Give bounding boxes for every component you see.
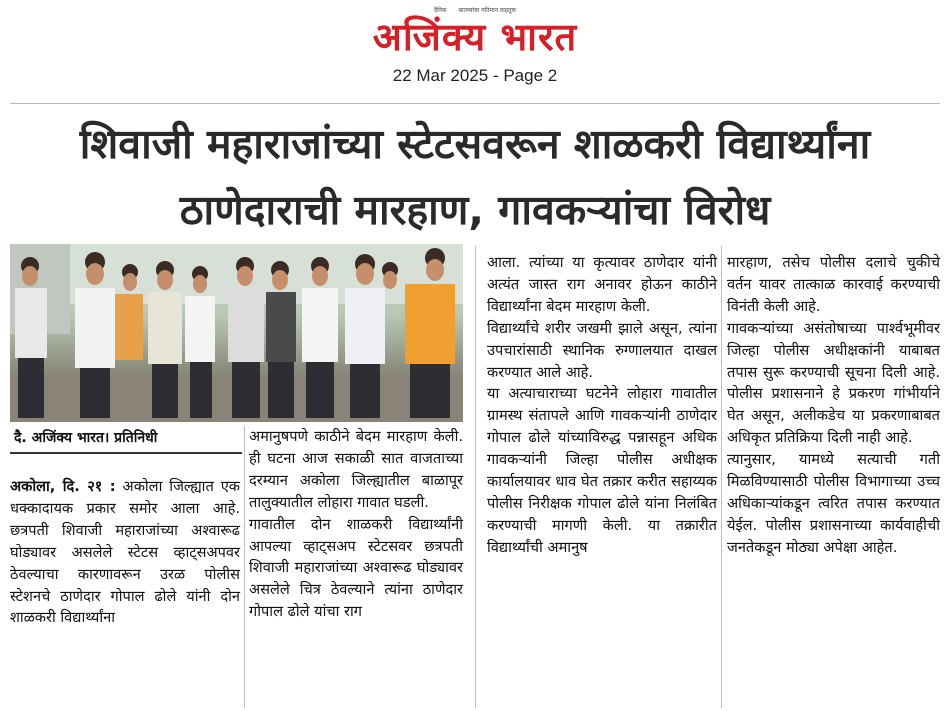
header-divider — [10, 103, 940, 104]
date-page-label: 22 Mar 2025 - Page 2 — [392, 66, 558, 85]
newspaper-logo: अजिंक्य भारत — [372, 15, 578, 59]
group-photo-icon — [10, 244, 463, 422]
article-paragraph: विद्यार्थ्यांचे शरीर जखमी झाले असून, त्यांना उपचारांसाठी स्थानिक रुग्णालयात दाखल करण्यात आले आहे. — [487, 319, 717, 381]
news-photo — [10, 244, 463, 422]
article-paragraph: अमानुषपणे काठीने बेदम मारहाण केली. ही घटना आज सकाळी सात वाजताच्या दरम्यान अकोला जिल्ह्यातील बाळापूर तालुक्यातील लोहारा गावात घडली. — [249, 428, 463, 511]
article-paragraph: गावातील दोन शाळकरी विद्यार्थ्यांनी आपल्या व्हाट्सअप स्टेटसवर छत्रपती शिवाजी महाराजांच्या अश्वारूढ घोड्यावर असलेले चित्र ठेवल्याने त्यांना ठाणेदार गोपाल ढोले यांचा राग — [249, 515, 463, 621]
masthead — [0, 0, 950, 96]
headline-line-2: ठाणेदाराची मारहाण, गावकऱ्यांचा विरोध — [179, 186, 771, 234]
masthead-tagline — [0, 6, 950, 14]
headline-line-1: शिवाजी महाराजांच्या स्टेटसवरून शाळकरी विद्यार्थ्यांना — [79, 120, 871, 168]
article-column-1 — [10, 476, 240, 629]
column-divider — [244, 426, 245, 708]
article-paragraph: गावकऱ्यांच्या असंतोषाच्या पार्श्वभूमीवर जिल्हा पोलीस अधीक्षकांनी याबाबत तपास सुरू करण्याची सूचना दिली आहे. पोलीस प्रशासनाने हे प्रकरण गांभीर्याने घेत असून, अलीकडेच या प्रकरणाबाबत अधिकृत प्रतिक्रिया दिली नाही आहे. — [727, 319, 940, 447]
article-paragraph: त्यानुसार, यामध्ये सत्याची गती मिळविण्यासाठी पोलीस विभागाच्या उच्च अधिकाऱ्यांकडून त्वरित तपास करण्यात येईल. पोलीस प्रशासनाच्या कार्यवाहीची जनतेकडून मोठ्या अपेक्षा आहेत. — [727, 451, 940, 556]
article-paragraph: या अत्याचाराच्या घटनेने लोहारा गावातील ग्रामस्थ संतापले आणि गावकऱ्यांनी ठाणेदार गोपाल ढोले यांच्याविरुद्ध पन्नासहून अधिक गावकऱ्यांनी जिल्हा पोलीस अधीक्षक कार्यालयावर धाव घेत तक्रार करीत सहाय्यक पोलीस निरीक्षक गोपाल ढोले यांना निलंबित करण्याची मागणी केली. या तक्रारीत विद्यार्थ्यांची अमानुष — [487, 385, 717, 556]
article-paragraph: आला. त्यांच्या या कृत्यावर ठाणेदार यांनी अत्यंत जास्त राग अनावर होऊन काठीने विद्यार्थ्यांना बेदम मारहाण केली. — [487, 254, 717, 315]
article-column-2 — [249, 426, 463, 623]
article-column-3 — [487, 252, 717, 559]
byline-divider — [10, 452, 242, 454]
article-dateline: अकोला, दि. २१ : — [10, 478, 116, 495]
column-divider — [721, 246, 722, 708]
article-paragraph: अकोला, दि. २१ : अकोला जिल्ह्यात एक धक्कादायक प्रकार समोर आला आहे. छत्रपती शिवाजी महाराजांच्या अश्वारूढ घोड्यावर असलेले स्टेटस व्हाट्सअपवर ठेवल्याचा कारणावरून उरळ पोलीस स्टेशनचे ठाणेदार गोपाल ढोले यांनी दोन शाळकरी विद्यार्थ्यांना — [10, 478, 241, 627]
tagline-text: बातम्यांचा गतिमान वाहतूक — [458, 7, 517, 14]
byline: दै. अजिंक्य भारत। प्रतिनिधी — [14, 430, 158, 446]
column-divider — [475, 246, 476, 708]
tagline-daily: दैनिक — [433, 7, 447, 14]
article-paragraph: मारहाण, तसेच पोलीस दलाचे चुकीचे वर्तन यावर तात्काळ कारवाई करण्याची विनंती केली आहे. — [727, 254, 940, 315]
article-column-4 — [727, 252, 940, 559]
